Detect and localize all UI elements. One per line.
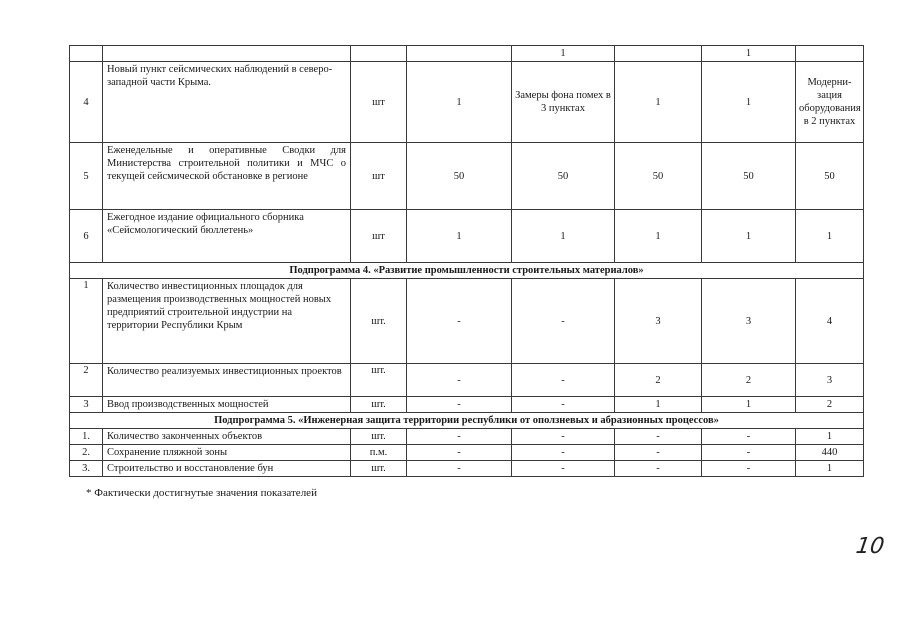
value-cell: 1 [512, 210, 615, 263]
unit-cell: шт [351, 62, 407, 143]
value-cell: - [512, 461, 615, 477]
section-header-row [70, 413, 864, 429]
value-cell: 1 [702, 62, 796, 143]
table-row [70, 279, 864, 364]
value-cell: 50 [702, 143, 796, 210]
section-title-5: Подпрограмма 5. «Инженерная защита территории республики от оползневых и абразионных процессов» [70, 413, 864, 429]
value-cell: 3 [702, 279, 796, 364]
unit-cell: шт. [351, 279, 407, 364]
value-cell: 2 [702, 364, 796, 397]
indicator-name: Строительство и восстановление бун [103, 461, 351, 477]
value-cell: - [407, 429, 512, 445]
table-cell: 1 [512, 46, 615, 62]
unit-cell: шт. [351, 397, 407, 413]
table-cell [615, 46, 702, 62]
indicator-name: Сохранение пляжной зоны [103, 445, 351, 461]
value-cell: 50 [407, 143, 512, 210]
footnote: * Фактически достигнутые значения показателей [86, 487, 317, 499]
value-cell: - [615, 429, 702, 445]
value-cell: 1 [796, 210, 864, 263]
table-row [70, 397, 864, 413]
row-number: 2. [70, 445, 103, 461]
row-number: 1. [70, 429, 103, 445]
unit-cell: п.м. [351, 445, 407, 461]
table-cell: 1 [702, 46, 796, 62]
value-cell: - [702, 445, 796, 461]
value-cell: - [702, 461, 796, 477]
row-number: 6 [70, 210, 103, 263]
value-cell: 4 [796, 279, 864, 364]
value-cell: 2 [615, 364, 702, 397]
row-number: 3 [70, 397, 103, 413]
section-title-4: Подпрограмма 4. «Развитие промышленности строительных материалов» [70, 263, 864, 279]
table-row [70, 445, 864, 461]
page-number: 10 [854, 534, 886, 559]
indicators-table [69, 45, 864, 477]
table-cell [70, 46, 103, 62]
indicator-name: Количество инвестиционных площадок для размещения производственных мощностей новых предприятий строительной индустрии на территории Республики Крым [103, 279, 351, 364]
table-cell [796, 46, 864, 62]
value-cell: 1 [615, 397, 702, 413]
unit-cell: шт. [351, 461, 407, 477]
value-cell: - [512, 397, 615, 413]
value-cell: - [512, 279, 615, 364]
table-row [70, 429, 864, 445]
value-cell: - [512, 364, 615, 397]
indicator-name: Количество реализуемых инвестиционных проектов [103, 364, 351, 397]
value-cell: 1 [615, 210, 702, 263]
value-cell: 1 [796, 461, 864, 477]
row-number: 3. [70, 461, 103, 477]
indicator-name: Количество законченных объектов [103, 429, 351, 445]
value-cell: - [407, 461, 512, 477]
value-cell: 1 [702, 397, 796, 413]
row-number: 5 [70, 143, 103, 210]
indicator-name: Еженедельные и оперативные Сводки для Министерства строительной политики и МЧС о текущей сейсмической обстановке в регионе [103, 143, 351, 210]
value-cell: 440 [796, 445, 864, 461]
indicator-name: Новый пункт сейсмических наблюдений в северо-западной части Крыма. [103, 62, 351, 143]
value-cell: Модерни-зация оборудования в 2 пунктах [796, 62, 864, 143]
value-cell: 50 [512, 143, 615, 210]
value-cell: - [407, 279, 512, 364]
value-cell: 1 [407, 62, 512, 143]
value-cell: 50 [615, 143, 702, 210]
value-cell: - [407, 445, 512, 461]
row-number: 1 [70, 279, 103, 364]
value-cell: - [512, 445, 615, 461]
value-cell: 1 [407, 210, 512, 263]
table-row [70, 143, 864, 210]
value-cell: - [512, 429, 615, 445]
unit-cell: шт [351, 143, 407, 210]
value-cell: Замеры фона помех в 3 пунктах [512, 62, 615, 143]
value-cell: - [702, 429, 796, 445]
value-cell: - [407, 397, 512, 413]
indicator-name: Ввод производственных мощностей [103, 397, 351, 413]
table-row [70, 46, 864, 62]
table-row [70, 210, 864, 263]
value-cell: - [615, 461, 702, 477]
table-cell [103, 46, 351, 62]
value-cell: - [615, 445, 702, 461]
table-cell [407, 46, 512, 62]
value-cell: 1 [702, 210, 796, 263]
unit-cell: шт [351, 210, 407, 263]
value-cell: - [407, 364, 512, 397]
value-cell: 50 [796, 143, 864, 210]
value-cell: 2 [796, 397, 864, 413]
table-row [70, 364, 864, 397]
table-row [70, 62, 864, 143]
value-cell: 1 [796, 429, 864, 445]
table-cell [351, 46, 407, 62]
indicator-name: Ежегодное издание официального сборника «Сейсмологический бюллетень» [103, 210, 351, 263]
row-number: 2 [70, 364, 103, 397]
row-number: 4 [70, 62, 103, 143]
unit-cell: шт. [351, 429, 407, 445]
unit-cell: шт. [351, 364, 407, 397]
section-header-row [70, 263, 864, 279]
value-cell: 3 [615, 279, 702, 364]
value-cell: 3 [796, 364, 864, 397]
value-cell: 1 [615, 62, 702, 143]
table-row [70, 461, 864, 477]
